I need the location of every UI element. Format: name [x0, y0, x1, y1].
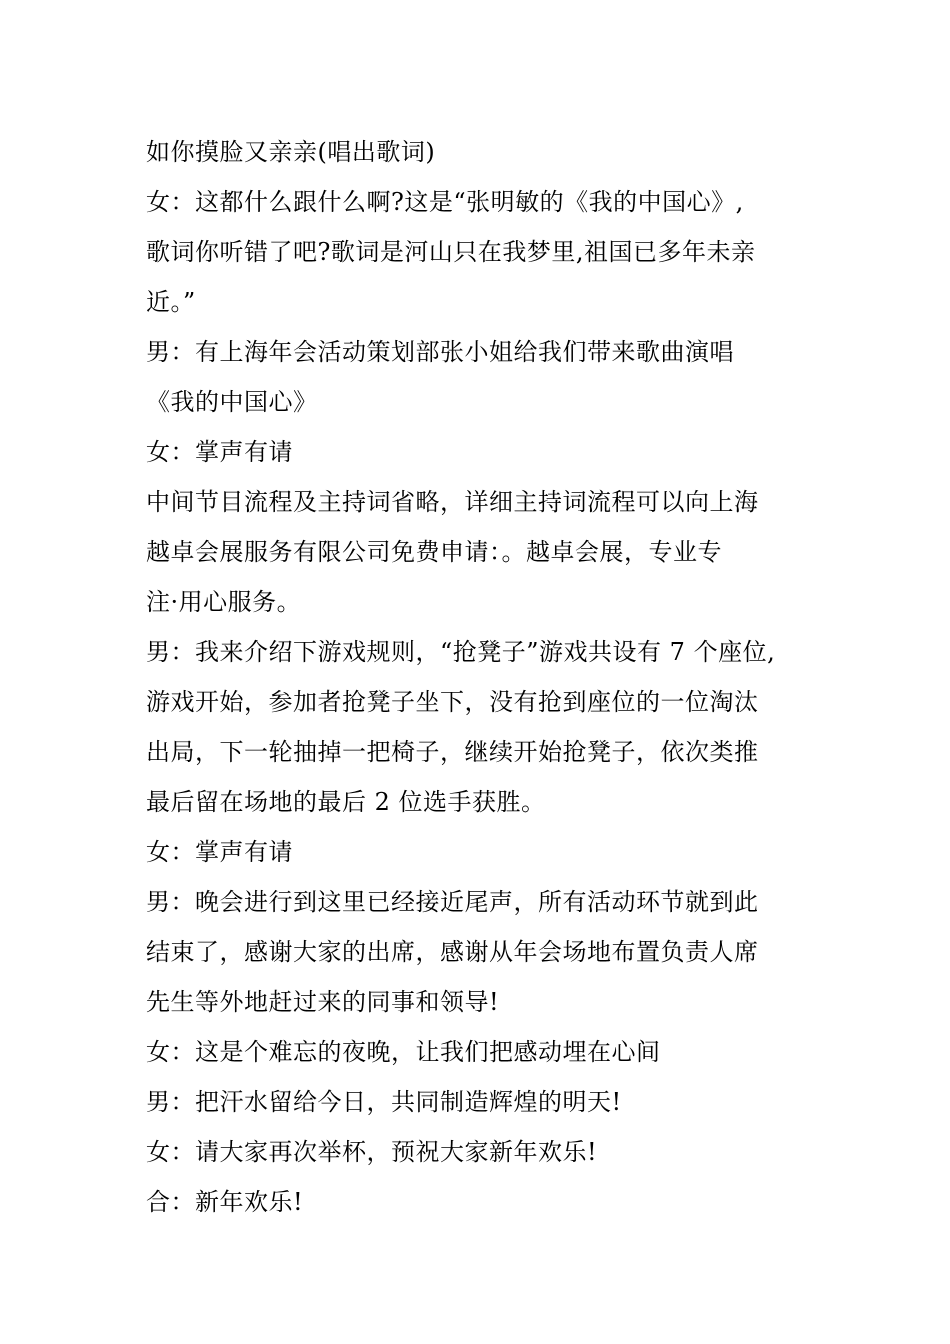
text-line: 男：我来介绍下游戏规则，“抢凳子”游戏共设有 7 个座位,: [146, 638, 776, 666]
text-line: 如你摸脸又亲亲(唱出歌词): [146, 138, 436, 166]
text-line: 中间节目流程及主持词省略，详细主持词流程可以向上海: [146, 488, 759, 516]
text-line: 男：有上海年会活动策划部张小姐给我们带来歌曲演唱: [146, 338, 734, 366]
text-line: 合：新年欢乐!: [146, 1188, 304, 1216]
text-line: 最后留在场地的最后 2 位选手获胜。: [146, 788, 546, 816]
document-body: [146, 127, 811, 1227]
text-line: 女：请大家再次举杯，预祝大家新年欢乐!: [146, 1138, 598, 1166]
text-line: 男：把汗水留给今日，共同制造辉煌的明天!: [146, 1088, 622, 1116]
text-line: 女：掌声有请: [146, 838, 293, 866]
text-line: 注·用心服务。: [146, 588, 302, 616]
text-line: 先生等外地赶过来的同事和领导!: [146, 988, 500, 1016]
text-line: 女：这都什么跟什么啊?这是“张明敏的《我的中国心》,: [146, 188, 744, 216]
text-line: 近。”: [146, 288, 196, 316]
text-line: 越卓会展服务有限公司免费申请：。越卓会展，专业专: [146, 538, 722, 566]
text-line: 结束了，感谢大家的出席，感谢从年会场地布置负责人席: [146, 938, 759, 966]
text-line: 《我的中国心》: [146, 388, 318, 416]
text-line: 游戏开始，参加者抢凳子坐下，没有抢到座位的一位淘汰: [146, 688, 759, 716]
text-line: 女：这是个难忘的夜晚，让我们把感动埋在心间: [146, 1038, 661, 1066]
text-line: 出局，下一轮抽掉一把椅子，继续开始抢凳子，依次类推: [146, 738, 759, 766]
text-line: 歌词你听错了吧?歌词是河山只在我梦里,祖国已多年未亲: [146, 238, 756, 266]
text-line: 女：掌声有请: [146, 438, 293, 466]
text-line: 男：晚会进行到这里已经接近尾声，所有活动环节就到此: [146, 888, 759, 916]
